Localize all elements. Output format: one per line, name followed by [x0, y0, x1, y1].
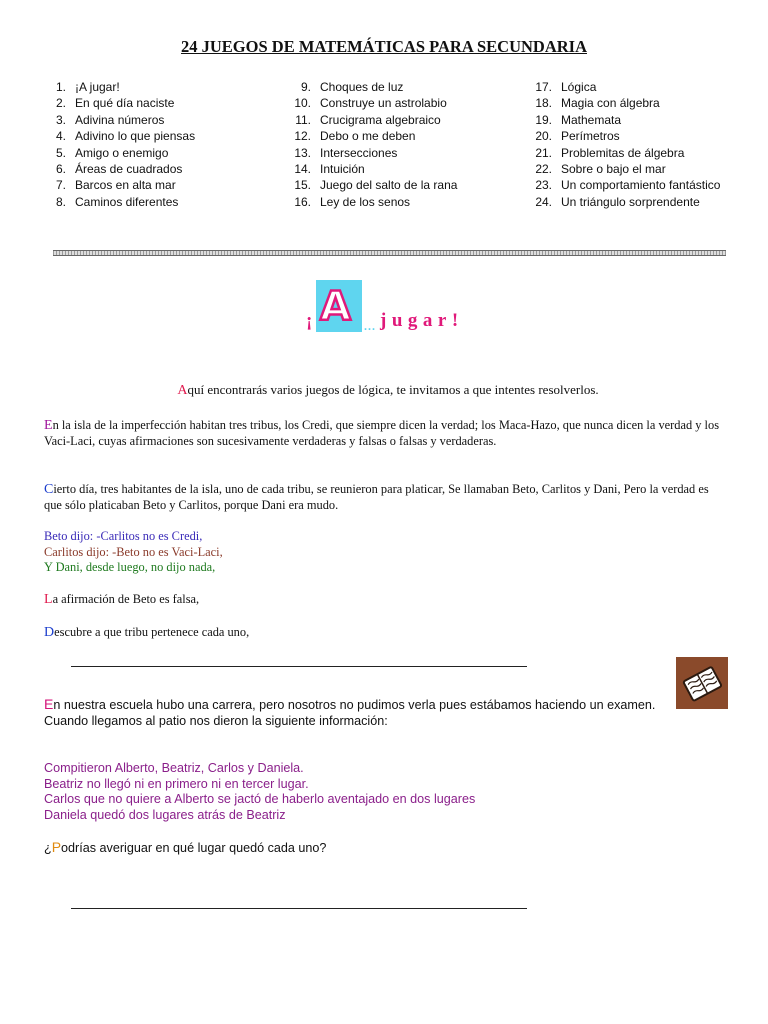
answer-line — [71, 666, 527, 667]
a-logo-icon — [316, 280, 362, 332]
toc-item: 19. Mathemata — [535, 112, 622, 127]
drop-letter: L — [44, 592, 53, 607]
svg-text:A: A — [320, 284, 351, 330]
puzzle1-question: Descubre a que tribu pertenece cada uno, — [44, 625, 250, 640]
race-fact: Carlos que no quiere a Alberto se jactó de haberlo aventajado en dos lugares — [44, 792, 476, 806]
toc-item: 16. Ley de los senos — [294, 194, 411, 209]
race-facts — [44, 761, 726, 823]
toc-item: 21. Problemitas de álgebra — [535, 145, 685, 160]
heading-word: jugar! — [380, 310, 464, 331]
dialog-block — [44, 529, 726, 576]
drop-letter: C — [44, 482, 54, 497]
race-fact: Beatriz no llegó ni en primero ni en tercer lugar. — [44, 776, 309, 791]
toc-item: 20. Perímetros — [535, 129, 620, 144]
dialog-line-beto: Beto dijo: -Carlitos no es Credi, — [44, 529, 203, 543]
drop-letter: P — [51, 839, 62, 855]
toc-item: 17. Lógica — [535, 80, 597, 94]
section-divider — [53, 250, 726, 256]
toc-item: 2. En qué día naciste — [55, 96, 175, 111]
drop-letter: E — [44, 418, 53, 433]
race-fact: Daniela quedó dos lugares atrás de Beatriz — [44, 807, 286, 822]
toc-column-3 — [530, 79, 720, 210]
dialog-line-carlos: Carlitos dijo: -Beto no es Vaci-Laci, — [44, 544, 223, 559]
toc-item: 1. ¡A jugar! — [55, 80, 120, 94]
toc-item: 14. Intuición — [294, 161, 365, 176]
puzzle2-paragraph: En nuestra escuela hubo una carrera, pero nosotros no pudimos verla pues estábamos haciendo un examen. Cuando llegamos al patio nos dieron la siguiente información: — [44, 696, 656, 728]
toc-column-1 — [44, 79, 195, 210]
toc-item: 12. Debo o me deben — [294, 129, 416, 144]
puzzle1-paragraph: En la isla de la imperfección habitan tres tribus, los Credi, que siempre dicen la verdad; los Maca-Hazo, que nunca dicen la verdad y los Vaci-Laci, cuyas afirmaciones son sucesivamente verdaderas y falsas o falsas y verdaderas. — [44, 418, 720, 448]
puzzle2-question: ¿Podrías averiguar en qué lugar quedó cada uno? — [44, 839, 327, 855]
race-fact: Compitieron Alberto, Beatriz, Carlos y Daniela. — [44, 761, 304, 775]
toc-item: 3. Adivina números — [55, 112, 165, 127]
toc-item: 5. Amigo o enemigo — [55, 145, 169, 160]
puzzle1-paragraph-2: Cierto día, tres habitantes de la isla, uno de cada tribu, se reunieron para platicar, Se llamaban Beto, Carlitos y Dani, Pero la verdad es que sólo platicaban Beto y Carlitos, porque Dani era mudo. — [44, 482, 709, 512]
intro-paragraph: Aquí encontrarás varios juegos de lógica, te invitamos a que intentes resolverlos. — [177, 382, 599, 398]
toc-item: 18. Magia con álgebra — [535, 96, 660, 111]
answer-line — [71, 908, 527, 909]
toc-item: 11. Crucigrama algebraico — [295, 112, 441, 127]
toc-item: 6. Áreas de cuadrados — [55, 161, 183, 176]
toc-item: 8. Caminos diferentes — [55, 194, 179, 209]
toc-item: 4. Adivino lo que piensas — [55, 129, 196, 144]
heading-dots: ... — [364, 319, 376, 333]
toc-item: 22. Sobre o bajo el mar — [535, 161, 666, 176]
toc-item: 15. Juego del salto de la rana — [294, 178, 458, 193]
drop-letter: A — [177, 383, 188, 398]
toc-item: 7. Barcos en alta mar — [55, 178, 176, 193]
heading-open-exclamation: ¡ — [306, 310, 313, 331]
dialog-line-dani: Y Dani, desde luego, no dijo nada, — [44, 560, 216, 574]
puzzle1-statement: La afirmación de Beto es falsa, — [44, 592, 200, 607]
toc-item: 10. Construye un astrolabio — [294, 96, 447, 111]
drop-letter: D — [44, 625, 55, 640]
toc-item: 13. Intersecciones — [294, 145, 398, 160]
toc-column-2 — [289, 79, 457, 210]
document-title: 24 JUEGOS DE MATEMÁTICAS PARA SECUNDARIA — [181, 37, 587, 56]
toc-item: 23. Un comportamiento fantástico — [535, 178, 721, 193]
toc-item: 24. Un triángulo sorprendente — [535, 194, 700, 209]
drop-letter: E — [44, 696, 54, 712]
toc-item: 9. Choques de luz — [300, 80, 404, 94]
